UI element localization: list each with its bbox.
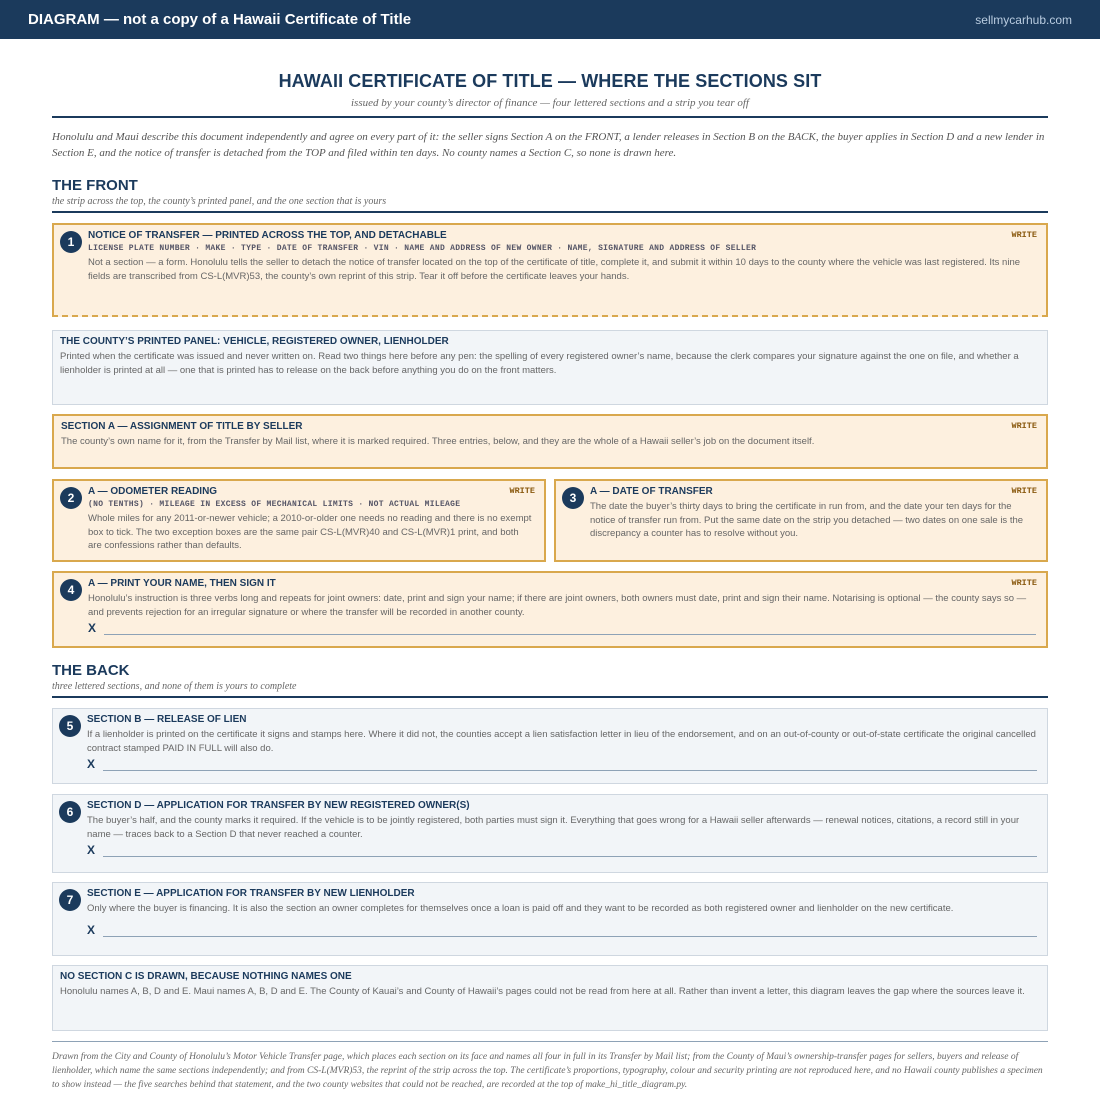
back-divider: [52, 696, 1048, 698]
step-badge: 1: [60, 231, 82, 253]
step-badge: 6: [59, 801, 81, 823]
seller-signature-line: [88, 621, 1036, 635]
buyer-signature-line: [87, 843, 1037, 857]
box-description: Honolulu names A, B, D and E. Maui names A, B, D and E. The County of Kauai’s and County of Hawaii’s pages could not be read from here at all. Rather than invent a letter, this diagram leaves the gap where the sources leave it.: [60, 986, 1025, 997]
signature-x-mark: X: [88, 621, 97, 635]
print-and-sign-box: [52, 571, 1048, 648]
box-description: Printed when the certificate was issued and never written on. Read two things here before any pen: the spelling of every registered owner’s name, because the clerk compares your signature against the one on file, and whether a lienholder is printed at all — one that is printed has to release on the back before anything you do on the front matters.: [60, 351, 1019, 376]
lienholder-signature-line: [87, 757, 1037, 771]
box-description: The county’s own name for it, from the Transfer by Mail list, where it is marked required. Three entries, below, and they are the whole of a Hawaii seller’s job on the document itself.: [61, 436, 815, 447]
write-tag: WRITE: [1011, 578, 1037, 588]
box-description: If a lienholder is printed on the certificate it signs and stamps here. Where it did not, the counties accept a lien satisfaction letter in lieu of the endorsement, and on an out-of-county or out-of-state certificate the original cancelled contract stamped PAID IN FULL will also do.: [87, 729, 1036, 754]
box-title: SECTION A — ASSIGNMENT OF TITLE BY SELLER: [61, 421, 303, 432]
section-a-row: [52, 479, 1048, 562]
back-heading: THE BACK: [52, 662, 130, 679]
date-of-transfer-box: [554, 479, 1048, 562]
box-description: Only where the buyer is financing. It is also the section an owner completes for themselves once a loan is paid off and they want to be recorded as both registered owner and lienholder on the new certificate.: [87, 903, 954, 914]
signature-x-mark: X: [87, 757, 96, 771]
box-title: NOTICE OF TRANSFER — PRINTED ACROSS THE TOP, AND DETACHABLE: [88, 230, 447, 241]
box-title: SECTION B — RELEASE OF LIEN: [87, 714, 247, 725]
signature-rule: [103, 924, 1037, 937]
new-lienholder-signature-line: [87, 923, 1037, 937]
odometer-reading-box: [52, 479, 546, 562]
box-title: SECTION E — APPLICATION FOR TRANSFER BY NEW LIENHOLDER: [87, 888, 415, 899]
diagram-page: [0, 71, 1100, 1092]
box-description: Not a section — a form. Honolulu tells the seller to detach the notice of transfer located on the top of the certificate of title, complete it, and submit it within 10 days to the county where the vehicle was last registered. Its nine fields are transcribed from CS-L(MVR)53, the county’s own reprint of this strip. Tear it off before the certificate leaves your hands.: [88, 257, 1021, 282]
box-title: A — PRINT YOUR NAME, THEN SIGN IT: [88, 578, 276, 589]
write-tag: WRITE: [1011, 421, 1037, 431]
signature-rule: [103, 844, 1037, 857]
step-badge: 2: [60, 487, 82, 509]
sources-footnote: Drawn from the City and County of Honolulu’s Motor Vehicle Transfer page, which places each section on its face and names all four in full in its Transfer by Mail list; from the County of Maui’s ownership-transfer pages for sellers, buyers and release of lienholder, which name the same sections independently; and from CS-L(MVR)53, the reprint of the strip across the top. The certificate’s proportions, typography, colour and security printing are not reproduced here, and no Hawaii county publishes a specimen to show instead — the five searches behind that statement, and the two county websites that could not be reached, are recorded at the top of make_hi_title_diagram.py.: [52, 1052, 1043, 1090]
step-badge: 4: [60, 579, 82, 601]
box-description: The date the buyer’s thirty days to bring the certificate in run from, and the date your ten days for the notice of transfer run from. Put the same date on the strip you detached — two dates on one sale is the discrepancy a counter has to resolve without you.: [590, 501, 1024, 539]
signature-x-mark: X: [87, 843, 96, 857]
notice-of-transfer-box: [52, 223, 1048, 317]
field-list: LICENSE PLATE NUMBER · MAKE · TYPE · DATE OF TRANSFER · VIN · NAME AND ADDRESS OF NEW OWNER · NAME, SIGNATURE AND ADDRESS OF SELLER: [88, 244, 757, 253]
box-description: Honolulu’s instruction is three verbs long and repeats for joint owners: date, print and sign your name; if there are joint owners, both owners must date, print and sign their name. Notarising is optional — the county says so — and prevents rejection for an irregular signature or where the transfer will be recorded in another county.: [88, 593, 1027, 618]
box-title: A — ODOMETER READING: [88, 486, 218, 497]
signature-rule: [103, 758, 1037, 771]
top-bar: [0, 0, 1100, 39]
signature-x-mark: X: [87, 922, 96, 937]
front-subheading: the strip across the top, the county’s printed panel, and the one section that is yours: [52, 196, 387, 207]
front-heading: THE FRONT: [52, 177, 138, 194]
no-section-c-box: [52, 965, 1048, 1031]
box-description: Whole miles for any 2011-or-newer vehicle; a 2010-or-older one needs no reading and there is no exempt box to tick. The two exception boxes are the same pair CS-L(MVR)40 and CS-L(MVR)1 print, and both are confessions rather than defaults.: [88, 513, 532, 551]
step-badge: 3: [562, 487, 584, 509]
write-tag: WRITE: [1011, 486, 1037, 496]
intro-text: Honolulu and Maui describe this document independently and agree on every part of it: the seller signs Section A on the FRONT, a lender releases in Section B on the BACK, the buyer applies in Section D and a new lender in Section E, and the notice of transfer is detached from the TOP and filed within ten days. No county names a Section C, so none is drawn here.: [52, 131, 1045, 159]
field-list: (NO TENTHS) · MILEAGE IN EXCESS OF MECHANICAL LIMITS · NOT ACTUAL MILEAGE: [88, 500, 461, 509]
title-divider: [52, 116, 1048, 118]
write-tag: WRITE: [1011, 230, 1037, 240]
county-printed-panel: [52, 330, 1048, 405]
page-subtitle: issued by your county’s director of finance — four lettered sections and a strip you tear off: [351, 97, 749, 109]
back-subheading: three lettered sections, and none of them is yours to complete: [52, 681, 297, 692]
box-title: SECTION D — APPLICATION FOR TRANSFER BY NEW REGISTERED OWNER(S): [87, 800, 470, 811]
front-divider: [52, 211, 1048, 213]
page-title: HAWAII CERTIFICATE OF TITLE — WHERE THE SECTIONS SIT: [278, 71, 822, 91]
box-description: The buyer’s half, and the county marks it required. If the vehicle is to be jointly registered, both parties must sign it. Everything that goes wrong for a Hawaii seller afterwards — renewal notices, citations, a record still in your name — traces back to a Section D that never reached a counter.: [87, 815, 1020, 840]
step-badge: 7: [59, 889, 81, 911]
signature-rule: [104, 622, 1036, 635]
footer-divider: [52, 1041, 1048, 1042]
section-d-box: [52, 794, 1048, 873]
site-link[interactable]: sellmycarhub.com: [975, 12, 1072, 27]
box-title: A — DATE OF TRANSFER: [590, 486, 713, 497]
section-b-box: [52, 708, 1048, 784]
write-tag: WRITE: [509, 486, 535, 496]
step-badge: 5: [59, 715, 81, 737]
box-title: NO SECTION C IS DRAWN, BECAUSE NOTHING NAMES ONE: [60, 971, 352, 982]
section-e-box: [52, 882, 1048, 956]
box-title: THE COUNTY’S PRINTED PANEL: VEHICLE, REGISTERED OWNER, LIENHOLDER: [60, 336, 449, 347]
diagram-banner-title: DIAGRAM — not a copy of a Hawaii Certificate of Title: [28, 11, 412, 28]
section-a-box: [52, 414, 1048, 469]
